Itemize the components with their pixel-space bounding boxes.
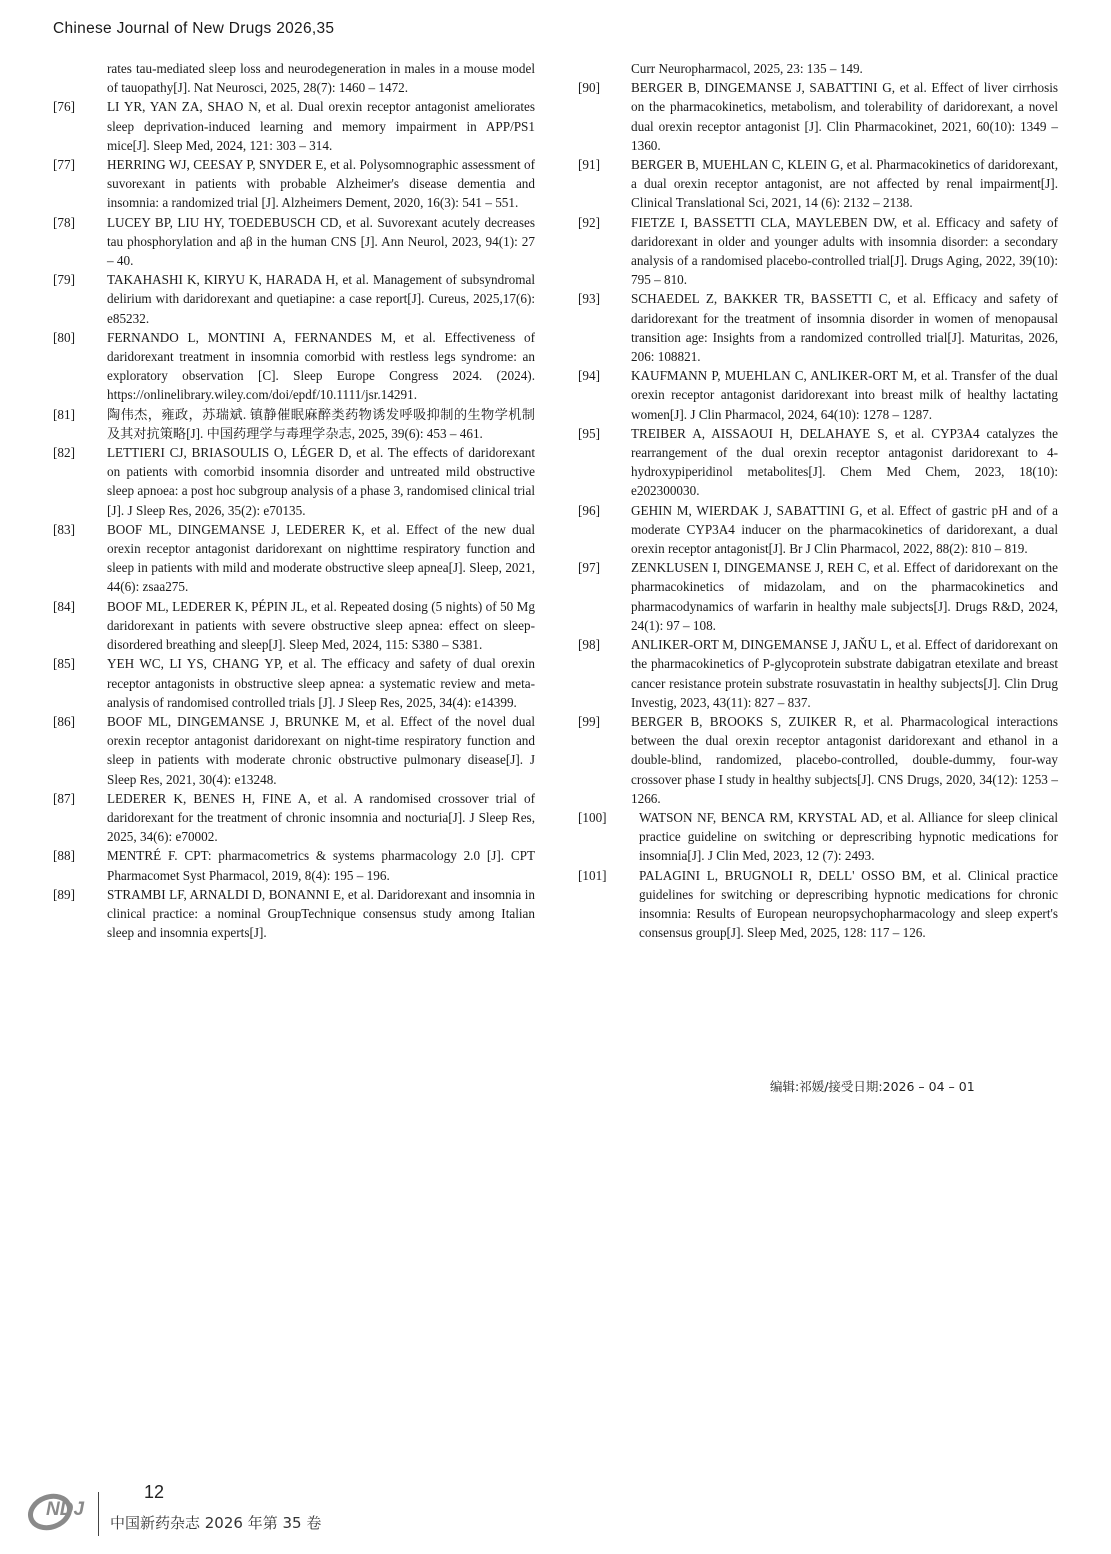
reference-entry bbox=[578, 558, 1058, 635]
reference-text: LUCEY BP, LIU HY, TOEDEBUSCH CD, et al. Suvorexant acutely decreases tau phosphorylation and aβ in the human CNS [J]. Ann Neurol, 2023, 94(1): 27 – 40. bbox=[107, 214, 535, 269]
journal-header: Chinese Journal of New Drugs 2026,35 bbox=[53, 20, 335, 37]
reference-number: [86] bbox=[53, 713, 75, 729]
reference-text: FIETZE I, BASSETTI CLA, MAYLEBEN DW, et al. Efficacy and safety of daridorexant in older and younger adults with insomnia disorder: a secondary analysis of a randomised placebo-controlled trial[J]. Drugs Aging, 2022, 39(10): 795 – 810. bbox=[631, 214, 1058, 288]
footer-journal-title: 中国新药杂志 2026 年第 35 卷 bbox=[110, 1514, 322, 1532]
reference-entry bbox=[578, 424, 1058, 501]
left-reference-column bbox=[53, 59, 535, 942]
reference-number: [96] bbox=[578, 502, 600, 518]
reference-text: 陶伟杰，雍政，苏瑞斌. 镇静催眠麻醉类药物诱发呼吸抑制的生物学机制及其对抗策略[J]. 中国药理学与毒理学杂志, 2025, 39(6): 453 – 461. bbox=[107, 406, 535, 441]
reference-entry bbox=[578, 289, 1058, 366]
reference-entry bbox=[53, 443, 535, 520]
reference-number: [95] bbox=[578, 425, 600, 441]
right-reference-list bbox=[578, 78, 1058, 942]
reference-text: LI YR, YAN ZA, SHAO N, et al. Dual orexin receptor antagonist ameliorates sleep deprivation-induced learning and memory impairment in APP/PS1 mice[J]. Sleep Med, 2024, 121: 303 – 314. bbox=[107, 99, 535, 153]
reference-text: STRAMBI LF, ARNALDI D, BONANNI E, et al. Daridorexant and insomnia in clinical practice: a nominal GroupTechnique consensus study among Italian sleep and insomnia experts[J]. bbox=[107, 886, 535, 941]
reference-number: [92] bbox=[578, 214, 600, 230]
reference-text: LETTIERI CJ, BRIASOULIS O, LÉGER D, et al. The effects of daridorexant on patients with comorbid insomnia disorder and untreated mild obstructive sleep apnoea: a post hoc subgroup analysis of a phase 3, randomised clinical trial [J]. J Sleep Res, 2026, 35(2): e70135. bbox=[107, 445, 535, 518]
reference-text: HERRING WJ, CEESAY P, SNYDER E, et al. Polysomnographic assessment of suvorexant in patients with probable Alzheimer's disease dementia and insomnia: a randomized trial [J]. Alzheimers Dement, 2020, 16(3): 541 – 551. bbox=[107, 157, 535, 211]
reference-number: [99] bbox=[578, 713, 600, 729]
reference-number: [101] bbox=[578, 867, 607, 883]
footer-divider bbox=[98, 1492, 99, 1536]
reference-number: [78] bbox=[53, 214, 75, 230]
reference-entry bbox=[53, 155, 535, 213]
reference-continuation: rates tau-mediated sleep loss and neurodegeneration in males in a mouse model of tauopathy[J]. Nat Neurosci, 2025, 28(7): 1460 – 1472. bbox=[107, 61, 535, 96]
reference-text: ANLIKER-ORT M, DINGEMANSE J, JAŇU L, et al. Effect of daridorexant on the pharmacokinetics of P-glycoprotein substrate dabigatran etexilate and breast cancer resistance protein substrate rosuvastatin in healthy subjects[J]. Clin Drug Investig, 2023, 43(11): 827 – 837. bbox=[631, 637, 1058, 710]
reference-entry bbox=[578, 213, 1058, 290]
reference-entry bbox=[53, 520, 535, 597]
reference-text: BERGER B, BROOKS S, ZUIKER R, et al. Pharmacological interactions between the dual orexin receptor antagonist daridorexant and ethanol in a double-blind, randomized, placebo-controlled, double-dummy, four-way crossover phase I study in healthy subjects[J]. CNS Drugs, 2020, 34(12): 1253 – 1266. bbox=[631, 713, 1058, 806]
reference-text: GEHIN M, WIERDAK J, SABATTINI G, et al. Effect of gastric pH and of a moderate CYP3A4 inducer on the pharmacokinetics of daridorexant, a dual orexin receptor antagonist[J]. Br J Clin Pharmacol, 2022, 88(2): 810 – 819. bbox=[631, 502, 1058, 557]
reference-entry bbox=[53, 712, 535, 789]
reference-number: [98] bbox=[578, 637, 600, 653]
reference-entry bbox=[578, 501, 1058, 559]
reference-text: WATSON NF, BENCA RM, KRYSTAL AD, et al. Alliance for sleep clinical practice guideline on switching or deprescribing hypnotic medications for insomnia[J]. J Clin Med, 2023, 12 (7): 2493. bbox=[639, 809, 1058, 864]
reference-entry bbox=[53, 654, 535, 712]
reference-text: TAKAHASHI K, KIRYU K, HARADA H, et al. Management of subsyndromal delirium with daridorexant and quetiapine: a case report[J]. Cureus, 2025,17(6): e85232. bbox=[107, 272, 535, 326]
reference-number: [81] bbox=[53, 406, 75, 422]
reference-entry bbox=[578, 866, 1058, 943]
reference-entry bbox=[53, 597, 535, 655]
reference-number: [76] bbox=[53, 99, 75, 115]
reference-number: [79] bbox=[53, 272, 75, 288]
reference-number: [80] bbox=[53, 329, 75, 345]
reference-number: [85] bbox=[53, 656, 75, 672]
right-reference-column bbox=[578, 59, 1058, 942]
reference-text: BOOF ML, LEDERER K, PÉPIN JL, et al. Repeated dosing (5 nights) of 50 Mg daridorexant in patients with severe obstructive sleep apnea: effect on sleep-disordered breathing and sleep[J]. Sleep Med, 2024, 115: S380 – S381. bbox=[107, 598, 535, 653]
reference-number: [91] bbox=[578, 157, 600, 173]
editor-acceptance-line: 编辑:祁媛/接受日期:2026 – 04 – 01 bbox=[770, 1079, 975, 1094]
reference-number: [93] bbox=[578, 291, 600, 307]
reference-text: TREIBER A, AISSAOUI H, DELAHAYE S, et al. CYP3A4 catalyzes the rearrangement of the dual orexin receptor antagonist daridorexant to 4-hydroxypiperidinol metabolites[J]. Chem Med Chem, 2023, 18(10): e202300030. bbox=[631, 425, 1058, 499]
reference-number: [94] bbox=[578, 368, 600, 384]
reference-number: [84] bbox=[53, 598, 75, 614]
reference-entry bbox=[53, 270, 535, 328]
reference-entry bbox=[53, 885, 535, 943]
reference-text: BOOF ML, DINGEMANSE J, LEDERER K, et al. Effect of the new dual orexin receptor antagonist daridorexant on nighttime respiratory function and sleep in patients with mild and moderate obstructive sleep apnea[J]. Sleep, 2021, 44(6): zsaa275. bbox=[107, 521, 535, 595]
reference-text: KAUFMANN P, MUEHLAN C, ANLIKER-ORT M, et al. Transfer of the dual orexin receptor antagonist daridorexant into breast milk of healthy lactating women[J]. J Clin Pharmacol, 2024, 64(10): 1278 – 1287. bbox=[631, 368, 1058, 422]
reference-entry bbox=[578, 712, 1058, 808]
reference-text: MENTRÉ F. CPT: pharmacometrics & systems pharmacology 2.0 [J]. CPT Pharmacomet Syst Pharmacol, 2019, 8(4): 195 – 196. bbox=[107, 848, 535, 883]
page-number: 12 bbox=[144, 1482, 165, 1502]
reference-number: [88] bbox=[53, 848, 75, 864]
reference-number: [77] bbox=[53, 157, 75, 173]
reference-entry bbox=[53, 97, 535, 155]
reference-entry bbox=[578, 635, 1058, 712]
reference-text: SCHAEDEL Z, BAKKER TR, BASSETTI C, et al. Efficacy and safety of daridorexant for the treatment of insomnia disorder in women of menopausal transition age: Insights from a randomized controlled trial[J]. Maturitas, 2026, 206: 108821. bbox=[631, 291, 1058, 365]
reference-entry bbox=[578, 78, 1058, 155]
reference-text: PALAGINI L, BRUGNOLI R, DELL' OSSO BM, et al. Clinical practice guidelines for switching or deprescribing hypnotic medications for chronic insomnia: Results of European neuropsychopharmacology and sleep expert's consensus group[J]. Sleep Med, 2025, 128: 117 – 126. bbox=[639, 867, 1058, 941]
reference-number: [87] bbox=[53, 790, 75, 806]
reference-entry bbox=[53, 405, 535, 443]
svg-text:NDJ: NDJ bbox=[46, 1499, 85, 1520]
reference-text: LEDERER K, BENES H, FINE A, et al. A randomised crossover trial of daridorexant for the treatment of chronic insomnia and nocturia[J]. J Sleep Res, 2025, 34(6): e70002. bbox=[107, 790, 535, 845]
left-reference-list bbox=[53, 97, 535, 942]
reference-number: [90] bbox=[578, 80, 600, 96]
reference-number: [82] bbox=[53, 445, 75, 461]
reference-entry bbox=[53, 328, 535, 405]
reference-text: YEH WC, LI YS, CHANG YP, et al. The efficacy and safety of dual orexin receptor antagonists in obstructive sleep apnea: a systematic review and meta-analysis of randomised controlled trials [J]. J Sleep Res, 2025, 34(4): e14399. bbox=[107, 656, 535, 710]
reference-number: [97] bbox=[578, 560, 600, 576]
reference-number: [89] bbox=[53, 886, 75, 902]
journal-logo-icon bbox=[26, 1488, 94, 1537]
reference-text: BOOF ML, DINGEMANSE J, BRUNKE M, et al. Effect of the novel dual orexin receptor antagonist daridorexant on night-time respiratory function and sleep in patients with moderate chronic obstructive pulmonary disease[J]. J Sleep Res, 2021, 30(4): e13248. bbox=[107, 713, 535, 787]
reference-continuation: Curr Neuropharmacol, 2025, 23: 135 – 149. bbox=[631, 61, 863, 76]
reference-number: [83] bbox=[53, 521, 75, 537]
reference-entry bbox=[53, 213, 535, 271]
reference-entry bbox=[578, 808, 1058, 866]
reference-text: FERNANDO L, MONTINI A, FERNANDES M, et al. Effectiveness of daridorexant treatment in insomnia comorbid with restless legs syndrome: an exploratory observation [C]. Sleep Europe Congress 2024. (2024). https://onlinelibrary.wiley.com/doi/epdf/10.1111/jsr.14291. bbox=[107, 329, 535, 403]
reference-text: ZENKLUSEN I, DINGEMANSE J, REH C, et al. Effect of daridorexant on the pharmacokinetics of midazolam, and on the pharmacokinetics and pharmacodynamics of warfarin in healthy male subjects[J]. Drugs R&D, 2024, 24(1): 97 – 108. bbox=[631, 560, 1058, 633]
page-footer bbox=[26, 1482, 426, 1542]
reference-entry bbox=[578, 155, 1058, 213]
reference-entry bbox=[53, 789, 535, 847]
reference-text: BERGER B, DINGEMANSE J, SABATTINI G, et al. Effect of liver cirrhosis on the pharmacokinetics, metabolism, and tolerability of daridorexant, a novel dual orexin receptor antagonist [J]. Clin Pharmacokinet, 2021, 60(10): 1349 – 1360. bbox=[631, 80, 1058, 153]
reference-number: [100] bbox=[578, 809, 607, 825]
reference-text: BERGER B, MUEHLAN C, KLEIN G, et al. Pharmacokinetics of daridorexant, a dual orexin receptor antagonist, are not affected by renal impairment[J]. Clinical Translational Sci, 2021, 14 (6): 2132 – 2138. bbox=[631, 157, 1058, 211]
reference-entry bbox=[53, 846, 535, 884]
reference-entry bbox=[578, 366, 1058, 424]
